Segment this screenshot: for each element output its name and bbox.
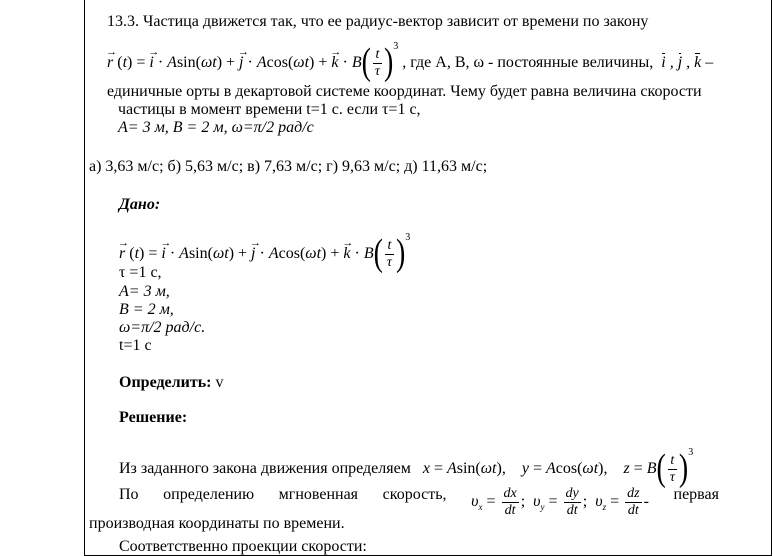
answer-options: а) 3,63 м/с; б) 5,63 м/с; в) 7,63 м/с; г) 9,63 м/с; д) 11,63 м/с; [89,158,488,175]
solution-line-2-end: первая [673,486,719,503]
solution-word-2: определению [163,486,255,503]
coordinate-equations: x = Asin(ωt), y = Acos(ωt), z = B( $\frac{t}{\tau}$ )$^3$ [422,447,694,490]
problem-title: 13.3. Частица движется так, что ее радиус-вектор зависит от времени по закону [107,13,649,30]
radius-vector-formula: → r (t) = → i · Asin(ωt) + → j · Acos(ωt) + → k · B( $\frac{t}{\tau}$ )$^3$ [107,54,402,71]
given-t: t=1 с [119,337,152,354]
given-b: В = 2 м, [119,301,174,318]
solution-line-1 [119,444,694,490]
given-omega: ω=π/2 рад/с. [119,319,206,336]
velocity-definitions: $\upsilon_x$ = $\frac{dx}{dt}$ ; $\upsilon_y$ = $\frac{dy}{dt}$ ; $\upsilon_z$ = $\frac{dz}{dt}$ - [471,486,649,518]
given-tau: τ =1 с, [119,264,162,281]
given-a: А= 3 м, [119,283,170,300]
orts-dash: – [705,54,714,71]
solution-line-3: производная координаты по времени. [89,515,345,532]
solution-line-4: Соответственно проекции скорости: [119,538,367,555]
solution-word-3: мгновенная [278,486,359,503]
given-heading: Дано: [119,196,161,213]
problem-formula-line [107,38,714,84]
problem-formula-tail: , где А, В, ω - постоянные величины, [402,54,654,71]
given-formula: → r (t) = → i · Asin(ωt) + → j · Acos(ωt) + → k · B( $\frac{t}{\tau}$ )$^3$ [119,229,410,271]
solution-heading: Решение: [119,409,188,426]
problem-line-4: А= 3 м, В = 2 м, ω=π/2 рад/с [118,119,314,136]
solution-word-4: скорость, [382,486,447,503]
unit-vectors: i , j , k [661,54,702,71]
find-value: v [215,374,224,391]
solution-word-1: По [119,486,139,503]
find-heading: Определить: [119,374,212,391]
find-line [119,374,224,392]
problem-line-2: единичные орты в декартовой системе координат. Чему будет равна величина скорости [107,83,702,100]
solution-line-1-text: Из заданного закона движения определяем [119,460,411,477]
problem-line-3: частицы в момент времени t=1 с. если τ=1 с, [118,101,421,118]
